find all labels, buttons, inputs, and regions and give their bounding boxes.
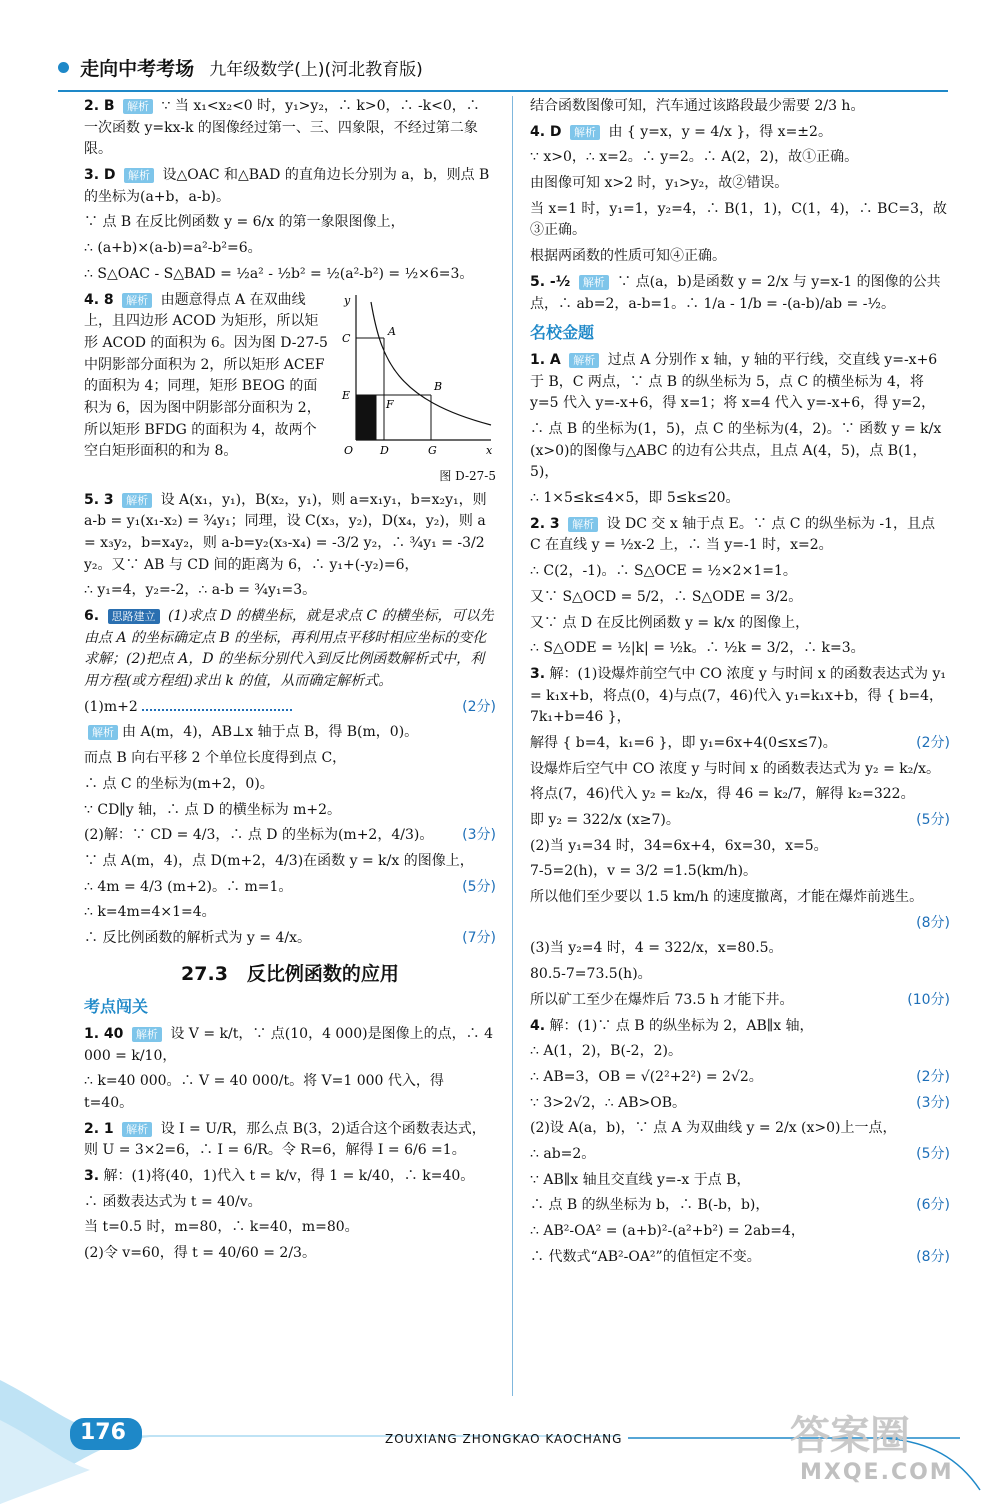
watermark: 答案圈 [790, 1413, 910, 1459]
app-answer-2: 2. 1 解析 设 I = U/R，那么点 B(3，2)适合这个函数表达式，则 U = 3×2=6，∴ I = 6/R。令 R=6，解得 I = 6/6 =1。 [84, 1120, 486, 1159]
header-rule [58, 90, 948, 92]
label-G: G [428, 443, 437, 457]
section-title: 27.3 反比例函数的应用 [181, 962, 399, 985]
idea-tag: 思路建立 [108, 609, 160, 624]
app-answer-3: 3. 解：(1)将(40，1)代入 t = k/v，得 1 = k/40，∴ k=40。 ∴ 函数表达式为 t = 40/v。 当 t=0.5 时，m=80，∴ k=40，m=80。 (2)令 v=60，得 t = 40/60 = 2/3。 [84, 1168, 475, 1262]
bullet-icon [58, 62, 69, 73]
label-O: O [344, 443, 354, 457]
answer-6: 6. 思路建立 (1)求点 D 的横坐标，就是求点 C 的横坐标，可以先由点 A 的坐标确定点 B 的坐标，再利用点平移时相应坐标的变化求解；(2)把点 A，D 的坐标分别代入到反比例函数解析式中，利用方程(或方程组)求出 k 的值，从而确定解析式。 (1)m+2 (2分) 解析 由 A(m，4)，AB⊥x 轴于点 B，得 B(m，0)。 而点 B 向右平移 2 个单位长度得到点 C， ∴ 点 C 的坐标为(m+2，0)。 ∵ CD∥y 轴，∴ 点 D 的横坐标为 m+2。 (2)解：∵ CD = 4/3，∴ 点 D 的坐标为(m+2，4/3)。 (3分) ∵ 点 A(m，4)，点 D(m+2，4/3)在函数 y = k/x 的图像上， ∴ 4m = 4/3 (m+2)。∴ m=1。 (5分) ∴ k=4m=4×1=4。 ∴ 反比例函数的解析式为 y = 4/x。 (7分) [84, 606, 496, 950]
answer-4: y x A B C E F O D G 4. 8 解析 由题意得点 A 在双曲线上，且四边形 ACOD 为矩形，所以矩形 ACOD 的面积为 6。因为图 D-27-5 中阴影部分面积为 2，所以矩形 ACEF 的面积为 4；同理，矩形 BEOG 的面积为 6，因为图中阴影部分面积为 2，所以矩形 BFDG 的面积为 4，故两个空白矩形面积的和为 8。 图 D-27-5 [84, 290, 496, 490]
analysis-tag: 解析 [123, 99, 153, 114]
answer-r4: 4. D 解析 由 { y=x，y = 4/x }，得 x=±2。 ∵ x>0，∴ x=2。∴ y=2。∴ A(2，2)，故①正确。 由图像可知 x>2 时，y₁>y₂，故②错误。 当 x=1 时，y₁=1，y₂=4，∴ B(1，1)，C(1，4)，∴ BC=3，故③正确。 根据两函数的性质可知④正确。 [530, 123, 948, 265]
score: (8分) [916, 914, 950, 931]
hyperbola-figure-d-27-5 [336, 290, 496, 460]
score: (7分) [462, 929, 496, 946]
app-answer-1: 1. 40 解析 设 V = k/t，∵ 点(10，4 000)是图像上的点，∴ 4 000 = k/10， ∴ k=40 000。∴ V = 40 000/t。将 V=1 000 代入，得 t=40。 [84, 1025, 493, 1111]
analysis-tag: 解析 [132, 1027, 162, 1042]
answer-r5: 5. -½ 解析 ∵ 点(a，b)是函数 y = 2/x 与 y=x-1 的图像的公共点，∴ ab=2，a-b=1。∴ 1/a - 1/b = -(a-b)/ab = -½。 [530, 273, 941, 312]
subhead-kaodian: 考点闯关 [84, 997, 149, 1017]
gold-answer-4: 4. 解：(1)∵ 点 B 的纵坐标为 2，AB∥x 轴， ∴ A(1，2)，B(-2，2)。 ∴ AB=3，OB = √(2²+2²) = 2√2。 (2分) ∵ 3>2√2，∴ AB>OB。 (3分) (2)设 A(a，b)，∵ 点 A 为双曲线 y = 2/x (x>0)上一点， ∴ ab=2。 (5分) ∵ AB∥x 轴且交直线 y=-x 于点 B， ∴ 点 B 的纵坐标为 b，∴ B(-b，b)， (6分) ∴ AB²-OA² = (a+b)²-(a²+b²) = 2ab=4， ∴ 代数式“AB²-OA²”的值恒定不变。 (8分) [530, 1016, 950, 1269]
score: (3分) [916, 1094, 950, 1111]
subhead-mingxiao: 名校金题 [530, 323, 595, 343]
gold-answer-3: 3. 解：(1)设爆炸前空气中 CO 浓度 y 与时间 x 的函数表达式为 y₁ = k₁x+b，将点(0，4)与点(7，46)代入 y₁=k₁x+b，得 { b=4，7k₁+b=46 }， 解得 { b=4，k₁=6 }，即 y₁=6x+4(0≤x≤7)。 (2分) 设爆炸后空气中 CO 浓度 y 与时间 x 的函数表达式为 y₂ = k₂/x。 将点(7，46)代入 y₂ = k₂/x，得 46 = k₂/7，解得 k₂=322。 即 y₂ = 322/x (x≥7)。 (5分) (2)当 y₁=34 时，34=6x+4，6x=30，x=5。 7-5=2(h)，v = 3/2 =1.5(km/h)。 所以他们至少要以 1.5 km/h 的速度撤离，才能在爆炸前逃生。 (8分) (3)当 y₂=4 时，4 = 322/x，x=80.5。 80.5-7=73.5(h)。 所以矿工至少在爆炸后 73.5 h 才能下井。 (10分) [530, 664, 950, 1012]
score: (6分) [916, 1197, 950, 1214]
continued-text: 结合函数图像可知，汽车通过该路段最少需要 2/3 h。 [530, 98, 865, 114]
label-y: y [344, 293, 351, 307]
analysis-tag: 解析 [122, 293, 152, 308]
label-A: A [388, 324, 396, 338]
right-column [530, 96, 950, 1272]
score: (8分) [916, 1248, 950, 1265]
label-B: B [434, 379, 443, 393]
page-header [58, 54, 948, 94]
score: (10分) [907, 991, 950, 1008]
analysis-tag: 解析 [568, 517, 598, 532]
left-column [84, 96, 496, 1269]
label-D: D [380, 443, 389, 457]
score: (5分) [916, 812, 950, 829]
score: (3分) [462, 827, 496, 844]
gold-answer-1: 1. A 解析 过点 A 分别作 x 轴，y 轴的平行线，交直线 y=-x+6 于 B，C 两点，∵ 点 B 的纵坐标为 5，点 C 的横坐标为 4，将 y=5 代入 y=-x+6，得 x=1；将 x=4 代入 y=-x+6，得 y=2， ∴ 点 B 的坐标为(1，5)，点 C 的坐标为(4，2)。∵ 函数 y = k/x (x>0)的图像与△ABC 的边有公共点，且点 A(4，5)，点 B(1，5)， ∴ 1×5≤k≤4×5，即 5≤k≤20。 [530, 351, 942, 507]
analysis-tag: 解析 [88, 725, 118, 740]
analysis-tag: 解析 [569, 353, 599, 368]
score: (2分) [916, 1068, 950, 1085]
page-number: 176 [80, 1420, 126, 1445]
book-subtitle: 九年级数学(上)(河北教育版) [209, 60, 423, 80]
label-C: C [342, 331, 351, 345]
analysis-tag: 解析 [122, 1122, 152, 1137]
score: (2分) [916, 734, 950, 751]
book-brand: 走向中考考场 [80, 58, 195, 80]
watermark-url: MXQE.COM [800, 1460, 954, 1485]
score: (2分) [462, 698, 496, 715]
analysis-tag: 解析 [124, 168, 154, 183]
figure-caption: 图 D-27-5 [439, 469, 496, 483]
analysis-tag: 解析 [570, 125, 600, 140]
label-x: x [486, 443, 493, 457]
answer-2: 2. B 解析 ∵ 当 x₁<x₂<0 时，y₁>y₂，∴ k>0，∴ -k<0，∴ 一次函数 y=kx-k 的图像经过第一、三、四象限，不经过第二象限。 [84, 98, 480, 158]
label-F: F [386, 397, 394, 411]
label-E: E [342, 388, 351, 402]
footer-text: ZOUXIANG ZHONGKAO KAOCHANG [385, 1432, 623, 1446]
analysis-tag: 解析 [122, 493, 152, 508]
score: (5分) [462, 878, 496, 895]
answer-5: 5. 3 解析 设 A(x₁，y₁)，B(x₂，y₁)，则 a=x₁y₁，b=x₂y₁，则 a-b = y₁(x₁-x₂) = ¾y₁；同理，设 C(x₃，y₂)，D(x₄，y₂)，则 a = x₃y₂，b=x₄y₂，则 a-b=y₂(x₃-x₄) = -3/2 y₂，∴ ¾y₁ = -3/2 y₂。又∵ AB 与 CD 间的距离为 6，∴ y₁+(-y₂)=6， ∴ y₁=4，y₂=-2，∴ a-b = ¾y₁=3。 [84, 491, 487, 599]
gold-answer-2: 2. 3 解析 设 DC 交 x 轴于点 E。∵ 点 C 的纵坐标为 -1，且点 C 在直线 y = ½x-2 上，∴ 当 y=-1 时，x=2。 ∴ C(2，-1)。∴ S△OCE = ½×2×1=1。 又∵ S△OCD = 5/2，∴ S△ODE = 3/2。 又∵ 点 D 在反比例函数 y = k/x 的图像上， ∴ S△ODE = ½|k| = ½k。∴ ½k = 3/2，∴ k=3。 [530, 515, 936, 657]
answer-3: 3. D 解析 设△OAC 和△BAD 的直角边长分别为 a，b，则点 B 的坐标为(a+b，a-b)。 ∵ 点 B 在反比例函数 y = 6/x 的第一象限图像上， ∴ (a+b)×(a-b)=a²-b²=6。 ∴ S△OAC - S△BAD = ½a² - ½b² = ½(a²-b²) = ½×6=3。 [84, 167, 490, 282]
analysis-tag: 解析 [579, 275, 609, 290]
column-divider [512, 96, 513, 1396]
score: (5分) [916, 1145, 950, 1162]
